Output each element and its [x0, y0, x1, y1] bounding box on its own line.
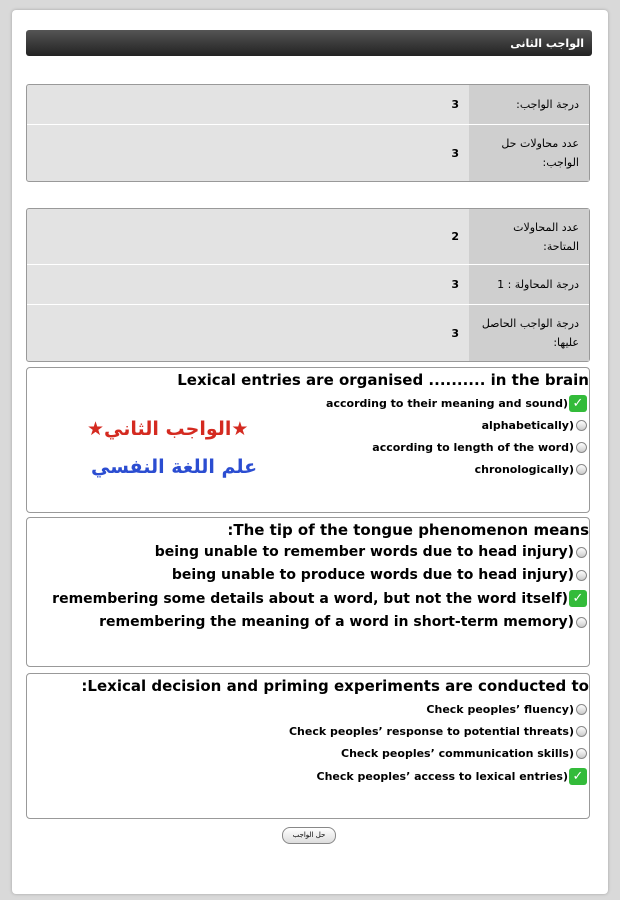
option-text: chronologically): [474, 463, 574, 476]
info-row: [27, 265, 589, 305]
question-title: :The tip of the tongue phenomenon means: [227, 521, 589, 539]
info-value: 3: [451, 146, 459, 160]
info-label: عدد محاولات حل الواجب:: [469, 125, 589, 181]
info-label: درجة الواجب الحاصل عليها:: [469, 305, 589, 361]
question-title: :Lexical decision and priming experiments are conducted to: [81, 677, 589, 695]
page-title: الواجب الثانى: [26, 30, 592, 56]
option[interactable]: [482, 419, 587, 432]
option-text: Check peoples’ communication skills): [341, 747, 574, 760]
info-value: 3: [451, 278, 459, 291]
option-text: Check peoples’ access to lexical entries): [316, 770, 568, 783]
question-1: [26, 367, 590, 513]
check-icon: ✓: [569, 590, 587, 607]
option-text: being unable to produce words due to head injury): [171, 567, 574, 583]
check-icon: ✓: [569, 395, 587, 412]
option-text: remembering the meaning of a word in short-term memory): [99, 614, 574, 630]
stamp-line-2: علم اللغة النفسي: [91, 456, 258, 478]
radio-icon[interactable]: [576, 570, 587, 581]
info-label: عدد المحاولات المتاحة:: [469, 209, 589, 264]
radio-icon[interactable]: [576, 547, 587, 558]
info-row: [27, 125, 589, 181]
option[interactable]: [99, 614, 587, 630]
check-icon: ✓: [569, 768, 587, 785]
option[interactable]: [52, 590, 587, 607]
info-label: درجة المحاولة : 1: [469, 265, 589, 304]
option-text: remembering some details about a word, but not the word itself): [52, 590, 568, 607]
info-value: 3: [451, 98, 459, 111]
option[interactable]: [341, 747, 587, 760]
stamp-line-1: ★الواجب الثاني★: [87, 418, 249, 440]
option[interactable]: [172, 567, 587, 583]
radio-icon[interactable]: [576, 420, 587, 431]
radio-icon[interactable]: [576, 726, 587, 737]
option[interactable]: [326, 395, 587, 412]
info-value: 3: [451, 326, 459, 340]
option[interactable]: [155, 544, 587, 560]
info-row: [27, 305, 589, 361]
option[interactable]: [289, 725, 587, 738]
info-value: 2: [451, 230, 459, 243]
info-row: [27, 85, 589, 125]
option[interactable]: [426, 703, 587, 716]
radio-icon[interactable]: [576, 442, 587, 453]
radio-icon[interactable]: [576, 748, 587, 759]
radio-icon[interactable]: [576, 464, 587, 475]
question-3: [26, 673, 590, 819]
option-text: according to length of the word): [372, 441, 574, 454]
page-sheet: [12, 10, 608, 894]
option[interactable]: [372, 441, 587, 454]
radio-icon[interactable]: [576, 704, 587, 715]
option[interactable]: [317, 768, 588, 785]
info-row: [27, 209, 589, 265]
option-text: alphabetically): [481, 419, 574, 432]
question-title: Lexical entries are organised .......... in the brain: [177, 371, 589, 389]
option-text: according to their meaning and sound): [326, 397, 568, 410]
radio-icon[interactable]: [576, 617, 587, 628]
option-text: being unable to remember words due to head injury): [154, 544, 574, 560]
question-2: [26, 517, 590, 667]
info-label: درجة الواجب:: [469, 85, 589, 124]
option-text: Check peoples’ response to potential threats): [288, 725, 574, 738]
grade-box: [26, 84, 590, 182]
option[interactable]: [475, 463, 587, 476]
option-text: Check peoples’ fluency): [426, 703, 574, 716]
attempt-box: [26, 208, 590, 362]
submit-button[interactable]: حل الواجب: [282, 827, 336, 844]
